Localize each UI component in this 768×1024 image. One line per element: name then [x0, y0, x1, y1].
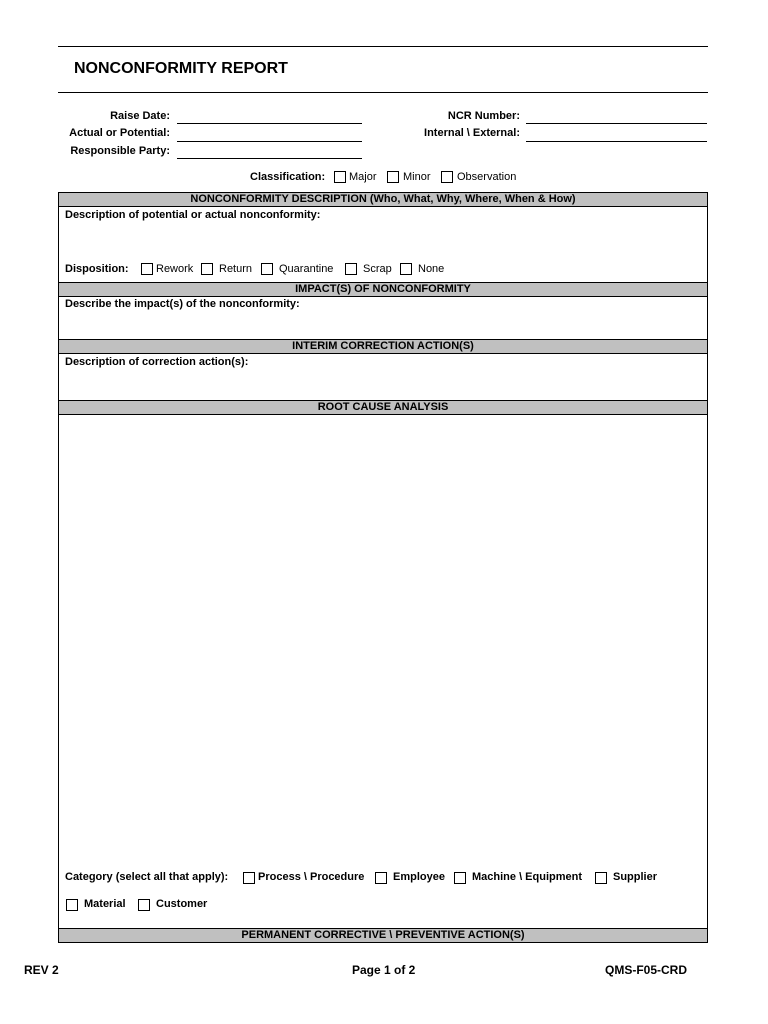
category-supplier-label: Supplier	[613, 871, 658, 883]
disposition-quarantine-label: Quarantine	[279, 263, 334, 275]
impact-section-header: IMPACT(S) OF NONCONFORMITY	[58, 282, 708, 297]
internal-external-field[interactable]	[526, 141, 707, 142]
footer-page-number: Page 1 of 2	[352, 963, 416, 977]
responsible-party-label: Responsible Party:	[70, 145, 170, 157]
category-employee-label: Employee	[393, 871, 445, 883]
disposition-return-checkbox[interactable]	[201, 263, 213, 275]
classification-major-label: Major	[349, 171, 377, 183]
raise-date-label: Raise Date:	[110, 110, 170, 122]
category-customer-checkbox[interactable]	[138, 899, 150, 911]
impact-prompt: Describe the impact(s) of the nonconformity:	[65, 298, 300, 310]
category-machine-checkbox[interactable]	[454, 872, 466, 884]
description-section-header: NONCONFORMITY DESCRIPTION (Who, What, Why, Where, When & How)	[58, 192, 708, 207]
actual-or-potential-label: Actual or Potential:	[69, 127, 170, 139]
responsible-party-field[interactable]	[177, 158, 362, 159]
classification-observation-label: Observation	[457, 171, 517, 183]
root-cause-box[interactable]	[58, 415, 708, 928]
disposition-none-label: None	[418, 263, 445, 275]
category-machine-label: Machine \ Equipment	[472, 871, 583, 883]
ncr-number-label: NCR Number:	[447, 110, 520, 122]
classification-major-checkbox[interactable]	[334, 171, 346, 183]
footer-revision: REV 2	[24, 963, 59, 977]
internal-external-label: Internal \ External:	[424, 127, 520, 139]
category-supplier-checkbox[interactable]	[595, 872, 607, 884]
page-title: NONCONFORMITY REPORT	[74, 60, 288, 77]
actual-or-potential-field[interactable]	[177, 141, 362, 142]
top-rule	[58, 46, 708, 47]
raise-date-field[interactable]	[177, 123, 362, 124]
disposition-scrap-checkbox[interactable]	[345, 263, 357, 275]
permanent-action-section-header: PERMANENT CORRECTIVE \ PREVENTIVE ACTION(S)	[58, 928, 708, 943]
footer-document-id: QMS-F05-CRD	[605, 963, 688, 977]
disposition-return-label: Return	[219, 263, 253, 275]
classification-minor-checkbox[interactable]	[387, 171, 399, 183]
disposition-rework-checkbox[interactable]	[141, 263, 153, 275]
disposition-rework-label: Rework	[156, 263, 194, 275]
disposition-label: Disposition:	[65, 263, 129, 275]
disposition-scrap-label: Scrap	[363, 263, 392, 275]
category-material-checkbox[interactable]	[66, 899, 78, 911]
ncr-number-field[interactable]	[526, 123, 707, 124]
category-process-checkbox[interactable]	[243, 872, 255, 884]
root-cause-section-header: ROOT CAUSE ANALYSIS	[58, 400, 708, 415]
classification-observation-checkbox[interactable]	[441, 171, 453, 183]
classification-minor-label: Minor	[403, 171, 431, 183]
interim-prompt: Description of correction action(s):	[65, 356, 249, 368]
disposition-quarantine-checkbox[interactable]	[261, 263, 273, 275]
description-prompt: Description of potential or actual nonconformity:	[65, 209, 321, 221]
category-employee-checkbox[interactable]	[375, 872, 387, 884]
classification-label: Classification:	[250, 171, 326, 183]
impact-box[interactable]	[58, 297, 708, 339]
category-process-label: Process \ Procedure	[258, 871, 365, 883]
category-customer-label: Customer	[156, 898, 208, 910]
category-material-label: Material	[84, 898, 126, 910]
title-rule	[58, 92, 708, 93]
disposition-none-checkbox[interactable]	[400, 263, 412, 275]
interim-section-header: INTERIM CORRECTION ACTION(S)	[58, 339, 708, 354]
description-box[interactable]	[58, 207, 708, 282]
category-label: Category (select all that apply):	[65, 871, 229, 883]
interim-box[interactable]	[58, 354, 708, 400]
